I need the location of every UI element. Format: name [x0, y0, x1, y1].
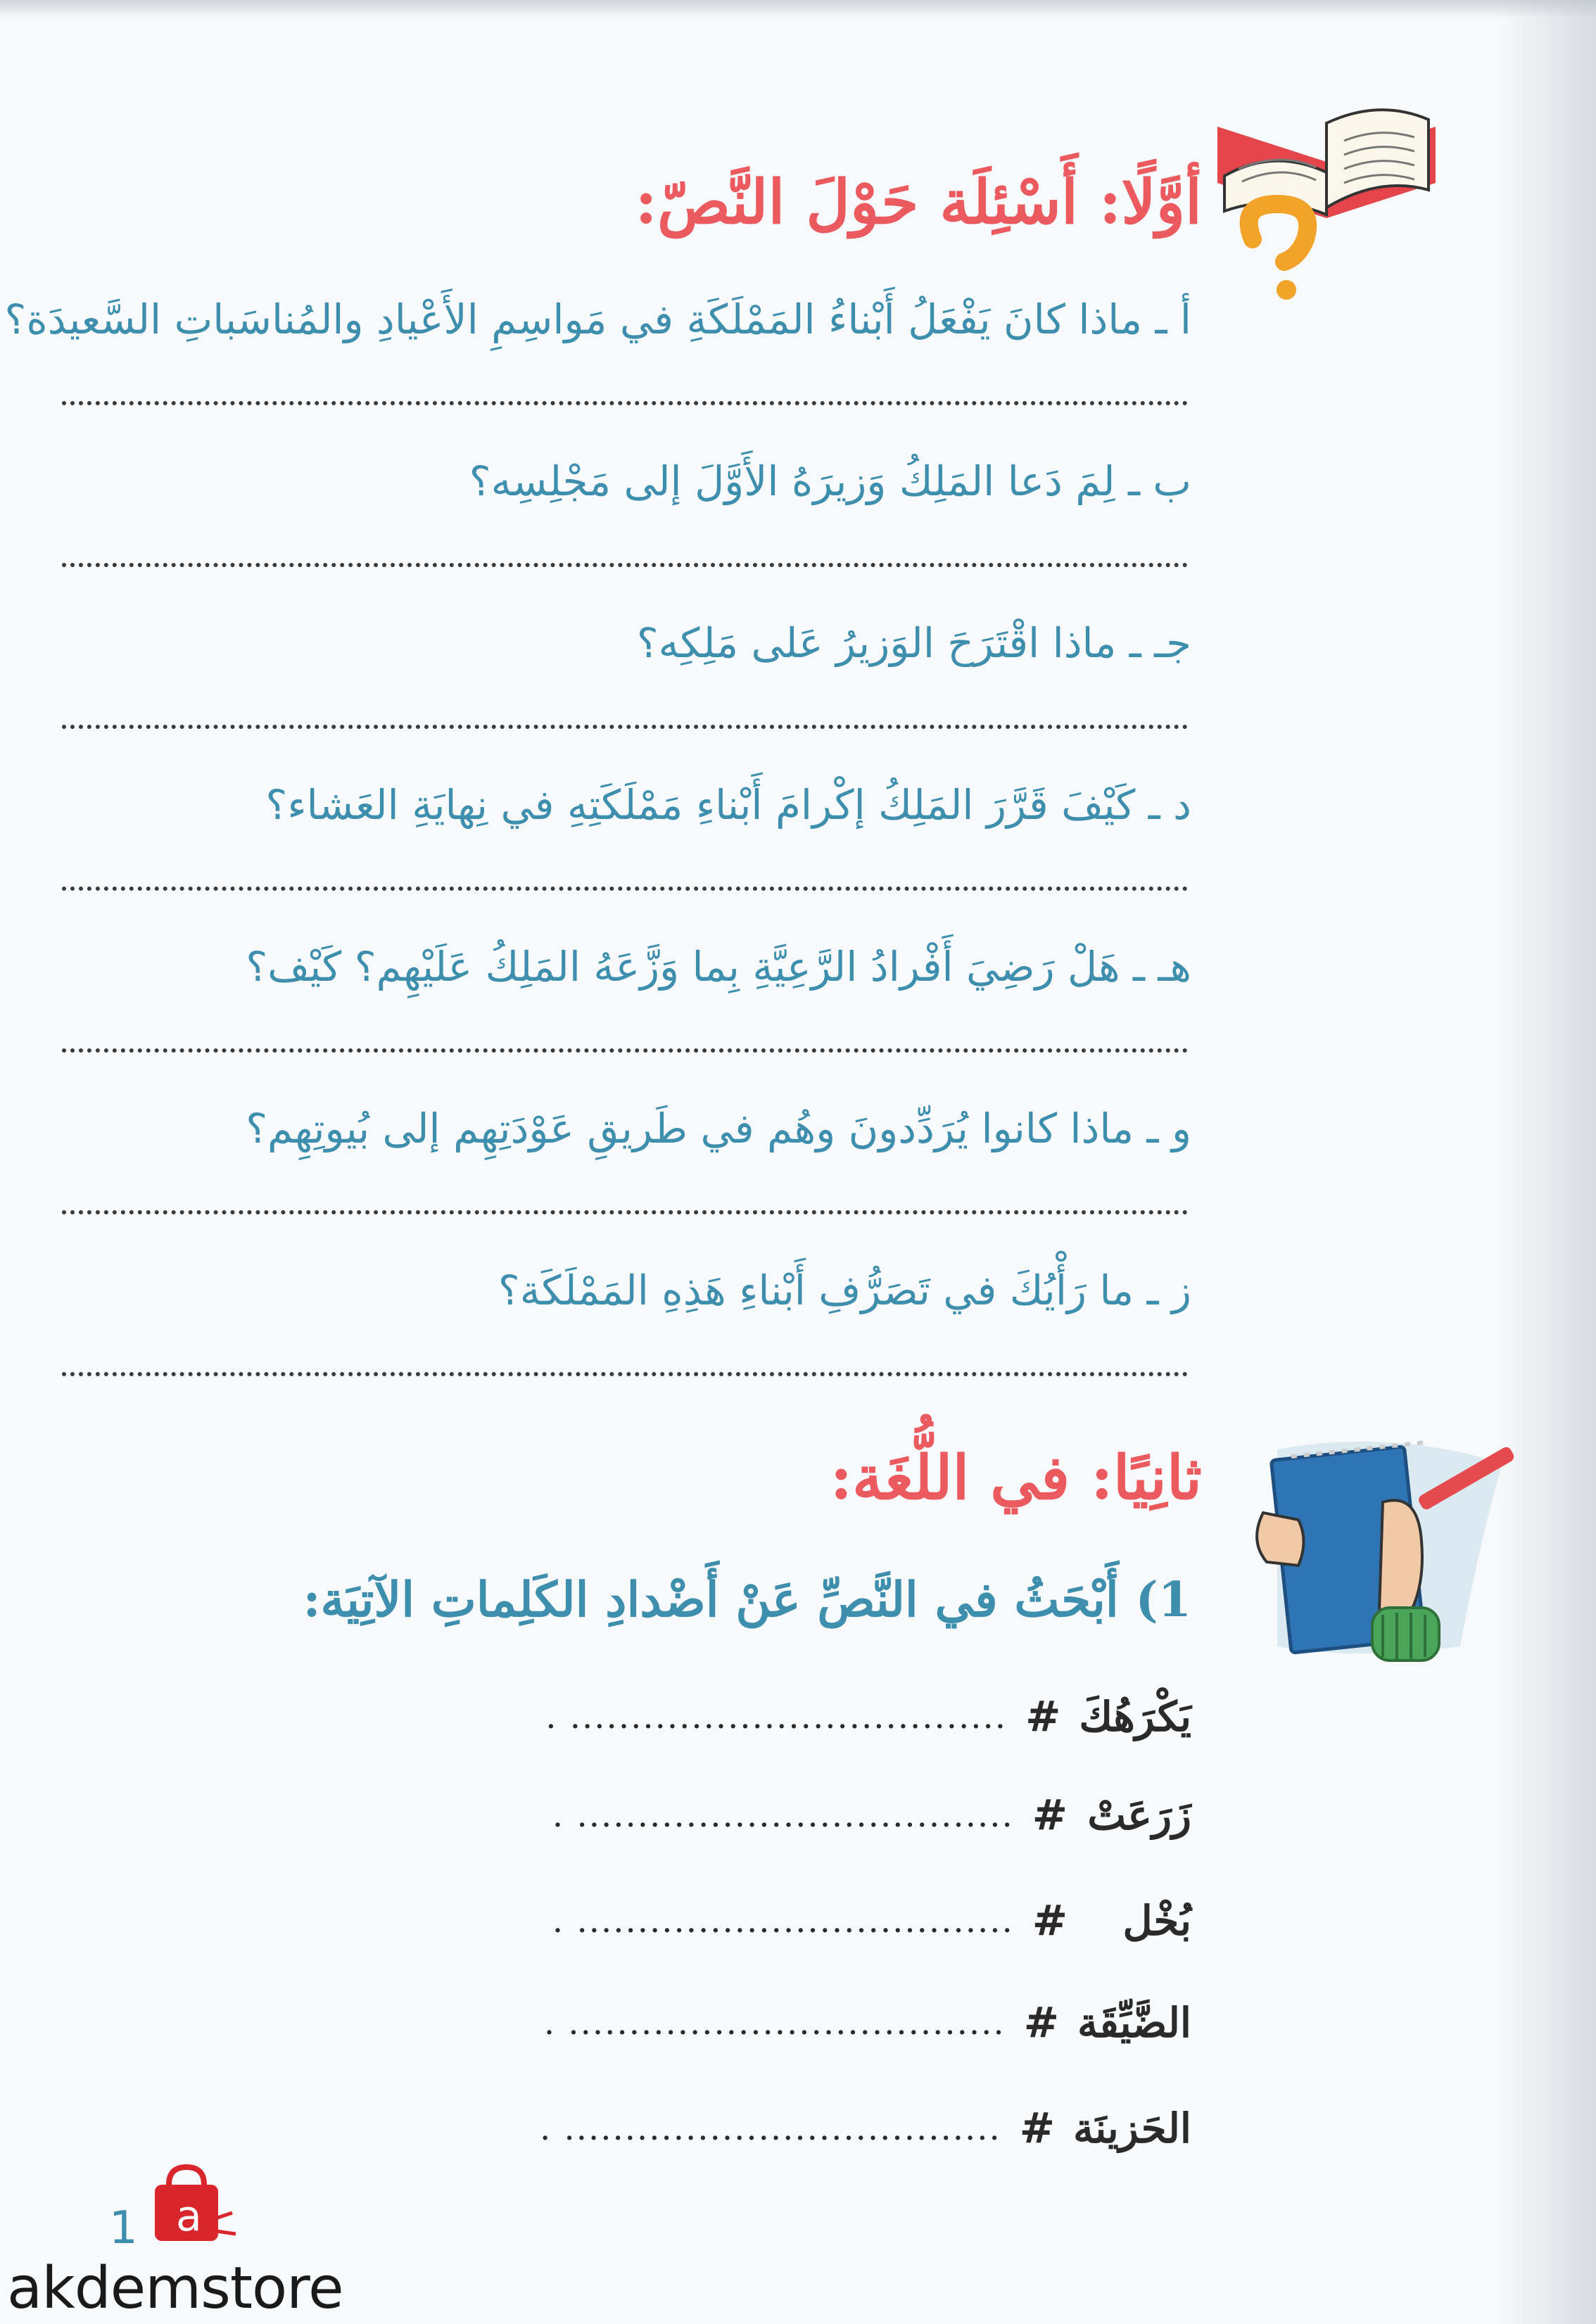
answer-line-f[interactable]	[62, 1210, 1188, 1214]
antonym-blank[interactable]: .................................... .	[552, 1901, 1014, 1941]
antonym-word: يَكْرَهُكَ	[1079, 1693, 1191, 1741]
question-g: ز ـ ما رَأْيُكَ في تَصَرُّفِ أَبْناءِ هَذِهِ المَمْلَكَة؟	[498, 1266, 1191, 1314]
hash-separator: #	[1032, 1896, 1068, 1945]
section2-heading: ثانِيًا: في اللُّغَة:	[830, 1442, 1202, 1513]
antonym-row-1	[545, 1692, 1191, 1741]
question-d: د ـ كَيْفَ قَرَّرَ المَلِكُ إكْرامَ أَبْناءِ مَمْلَكَتِهِ في نِهايَةِ العَشاء؟	[265, 781, 1191, 829]
antonym-word: زَرَعَتْ	[1087, 1791, 1191, 1839]
answer-line-b[interactable]	[62, 563, 1188, 567]
antonym-row-5	[540, 2104, 1191, 2153]
antonym-row-3	[552, 1896, 1191, 1945]
hash-separator: #	[1019, 2104, 1056, 2153]
antonym-word: الحَزينَة	[1073, 2104, 1191, 2152]
hash-separator: #	[1023, 1998, 1059, 2047]
logo-badge-letter: a	[176, 2192, 202, 2241]
exercise-title: 1) أَبْحَثُ في النَّصِّ عَنْ أَضْدادِ الكَلِماتِ الآتِيَة:	[303, 1572, 1191, 1628]
answer-line-g[interactable]	[62, 1372, 1188, 1376]
question-e: هـ ـ هَلْ رَضِيَ أَفْرادُ الرَّعِيَّةِ بِما وَزَّعَهُ المَلِكُ عَلَيْهِم؟ كَيْف؟	[246, 943, 1191, 991]
question-f: و ـ ماذا كانوا يُرَدِّدونَ وهُم في طَريقِ عَوْدَتِهِم إلى بُيوتِهِم؟	[246, 1105, 1191, 1153]
hash-separator: #	[1025, 1692, 1061, 1741]
antonym-row-4	[544, 1998, 1191, 2047]
notebook-pencil-icon	[1249, 1435, 1516, 1675]
antonym-blank[interactable]: .................................... .	[545, 1697, 1008, 1736]
antonym-blank[interactable]: .................................... .	[539, 2109, 1001, 2148]
answer-line-d[interactable]	[62, 887, 1188, 891]
question-a: أ ـ ماذا كانَ يَفْعَلُ أَبْناءُ المَمْلَكَةِ في مَواسِمِ الأَعْيادِ والمُناسَباتِ السَّعيدَة؟	[4, 296, 1191, 343]
logo-wordmark: akdemstore	[7, 2255, 343, 2322]
book-question-icon	[1210, 99, 1443, 303]
antonym-row-2	[552, 1791, 1191, 1840]
answer-line-a[interactable]	[62, 401, 1188, 405]
antonym-blank[interactable]: .................................... .	[543, 2003, 1006, 2043]
answer-line-c[interactable]	[62, 725, 1188, 729]
question-c: جـ ـ ماذا اقْتَرَحَ الوَزيرُ عَلى مَلِكِه؟	[636, 619, 1191, 667]
answer-line-e[interactable]	[62, 1048, 1188, 1053]
antonym-word: بُخْل	[1122, 1897, 1191, 1945]
hash-separator: #	[1032, 1791, 1068, 1840]
section1-heading: أوَّلًا: أَسْئِلَة حَوْلَ النَّصّ:	[635, 167, 1202, 238]
antonym-word: الضَّيِّقَة	[1077, 1999, 1191, 2047]
page-number: 1	[109, 2202, 138, 2254]
antonym-blank[interactable]: .................................... .	[552, 1796, 1014, 1835]
question-b: ب ـ لِمَ دَعا المَلِكُ وَزيرَهُ الأَوَّلَ إلى مَجْلِسِه؟	[469, 457, 1191, 505]
